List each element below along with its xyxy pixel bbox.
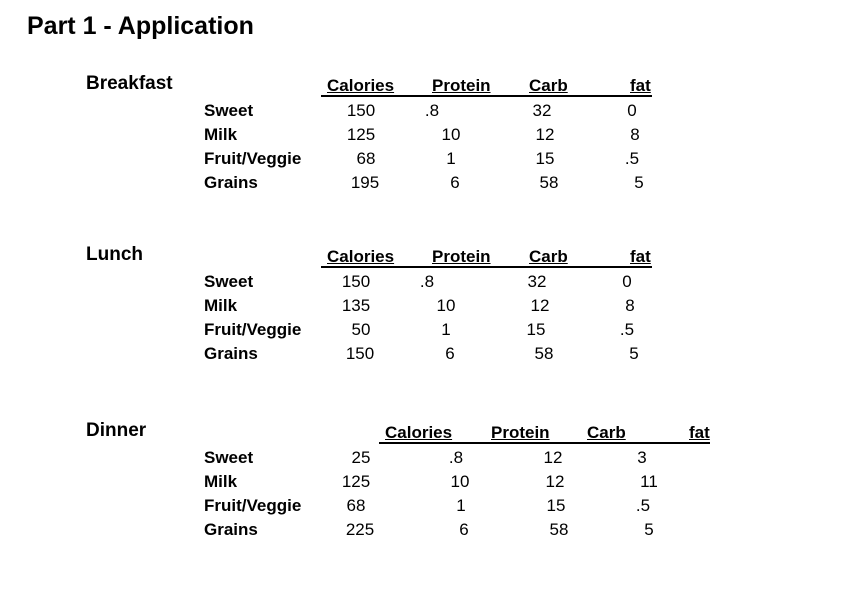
cell-protein: 1 xyxy=(446,149,456,168)
cell-protein: 10 xyxy=(450,472,470,491)
col-header-calories: Calories xyxy=(327,247,395,266)
row-label: Fruit/Veggie xyxy=(204,320,302,339)
cell-fat: 0 xyxy=(627,101,637,120)
col-header-protein: Protein xyxy=(491,423,550,442)
cell-carb: 15 xyxy=(546,496,566,515)
cell-calories: 195 xyxy=(350,173,380,192)
row-label: Fruit/Veggie xyxy=(204,496,302,515)
cell-calories: 150 xyxy=(341,272,371,291)
col-header-fat: fat xyxy=(689,423,710,442)
cell-carb: 32 xyxy=(527,272,547,291)
col-header-fat: fat xyxy=(630,247,651,266)
meal-heading-lunch: Lunch xyxy=(86,244,143,265)
cell-carb: 12 xyxy=(535,125,555,144)
cell-carb: 58 xyxy=(534,344,554,363)
cell-carb: 15 xyxy=(535,149,555,168)
cell-calories: 50 xyxy=(351,320,371,339)
cell-fat: 5 xyxy=(634,173,644,192)
cell-protein: 1 xyxy=(456,496,466,515)
cell-carb: 32 xyxy=(532,101,552,120)
meal-heading-breakfast: Breakfast xyxy=(86,73,173,94)
row-label: Grains xyxy=(204,344,258,363)
cell-fat: 3 xyxy=(637,448,647,467)
row-label: Sweet xyxy=(204,448,254,467)
cell-calories: 68 xyxy=(356,149,376,168)
cell-carb: 12 xyxy=(545,472,565,491)
cell-fat: .5 xyxy=(624,149,640,168)
cell-protein: 6 xyxy=(459,520,469,539)
cell-calories: 125 xyxy=(346,125,376,144)
cell-fat: 11 xyxy=(640,472,658,491)
row-label: Fruit/Veggie xyxy=(204,149,302,168)
col-header-calories: Calories xyxy=(385,423,453,442)
row-label: Milk xyxy=(204,472,238,491)
meal-heading-dinner: Dinner xyxy=(86,420,147,441)
cell-carb: 58 xyxy=(549,520,569,539)
cell-fat: 8 xyxy=(625,296,635,315)
col-header-fat: fat xyxy=(630,76,651,95)
cell-calories: 135 xyxy=(341,296,371,315)
row-label: Grains xyxy=(204,173,258,192)
cell-calories: 225 xyxy=(345,520,375,539)
cell-protein: 1 xyxy=(441,320,451,339)
cell-fat: 5 xyxy=(644,520,654,539)
row-label: Milk xyxy=(204,296,238,315)
cell-fat: 0 xyxy=(622,272,632,291)
cell-fat: 8 xyxy=(630,125,640,144)
cell-carb: 15 xyxy=(526,320,546,339)
row-label: Milk xyxy=(204,125,238,144)
cell-carb: 12 xyxy=(530,296,550,315)
cell-carb: 58 xyxy=(539,173,559,192)
col-header-carb: Carb xyxy=(529,76,568,95)
row-label: Sweet xyxy=(204,101,254,120)
cell-calories: 150 xyxy=(345,344,375,363)
cell-fat: 5 xyxy=(629,344,639,363)
cell-carb: 12 xyxy=(543,448,563,467)
row-label: Sweet xyxy=(204,272,254,291)
cell-calories: 25 xyxy=(351,448,371,467)
col-header-protein: Protein xyxy=(432,247,491,266)
col-header-calories: Calories xyxy=(327,76,395,95)
cell-fat: .5 xyxy=(619,320,635,339)
cell-calories: 68 xyxy=(346,496,366,515)
col-header-carb: Carb xyxy=(529,247,568,266)
cell-calories: 125 xyxy=(341,472,371,491)
row-label: Grains xyxy=(204,520,258,539)
cell-calories: 150 xyxy=(346,101,376,120)
cell-protein: 6 xyxy=(445,344,455,363)
cell-protein: 10 xyxy=(436,296,456,315)
cell-protein: 6 xyxy=(450,173,460,192)
cell-protein: .8 xyxy=(448,448,464,467)
col-header-carb: Carb xyxy=(587,423,626,442)
page-title: Part 1 - Application xyxy=(27,12,254,40)
col-header-protein: Protein xyxy=(432,76,491,95)
cell-fat: .5 xyxy=(635,496,651,515)
cell-protein: 10 xyxy=(441,125,461,144)
cell-protein: .8 xyxy=(419,272,435,291)
cell-protein: .8 xyxy=(424,101,440,120)
